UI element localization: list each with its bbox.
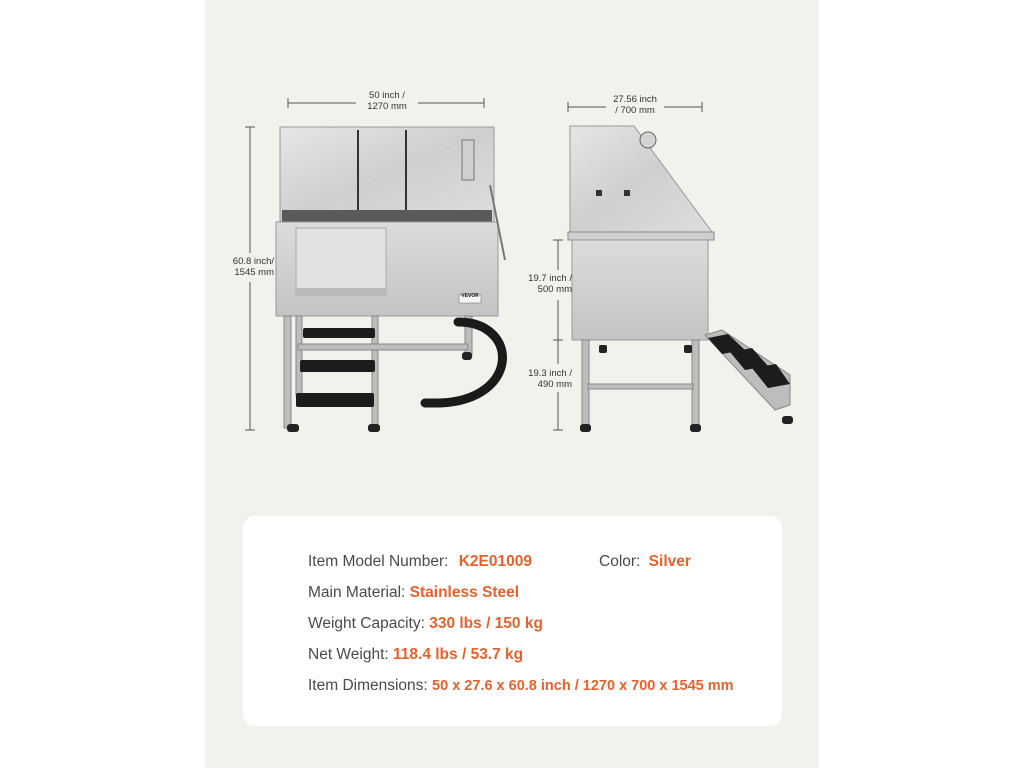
height-legs-inch: 19.3 inch / xyxy=(528,368,572,379)
height-legs-label xyxy=(508,368,572,390)
spec-capacity xyxy=(308,615,543,633)
width-side-inch: 27.56 inch xyxy=(613,94,657,105)
tub-side-view xyxy=(568,126,793,432)
height-legs-mm: 490 mm xyxy=(537,379,572,390)
width-side-label xyxy=(600,94,670,116)
width-front-mm: 1270 mm xyxy=(367,101,407,112)
spec-model xyxy=(308,553,532,571)
height-tub-label xyxy=(508,273,572,295)
spec-dimensions-value: 50 x 27.6 x 60.8 inch / 1270 x 700 x 1545 mm xyxy=(432,678,734,694)
height-total-mm: 1545 mm xyxy=(234,267,274,278)
spec-capacity-value: 330 lbs / 150 kg xyxy=(429,615,543,632)
spec-capacity-label: Weight Capacity: xyxy=(308,615,425,632)
spec-material-value: Stainless Steel xyxy=(409,584,520,601)
tub-front-view xyxy=(276,127,505,432)
height-total-inch: 60.8 inch/ xyxy=(232,256,274,267)
brand-plate: VEVOR xyxy=(461,293,479,299)
spec-color xyxy=(599,553,691,571)
spec-color-label: Color: xyxy=(599,553,641,570)
spec-material-label: Main Material: xyxy=(308,584,406,601)
spec-model-label: Item Model Number: xyxy=(308,553,449,570)
spec-color-value: Silver xyxy=(648,553,691,570)
height-tub-mm: 500 mm xyxy=(537,284,572,295)
spec-material xyxy=(308,584,519,602)
height-total-label xyxy=(208,256,274,278)
spec-dimensions xyxy=(308,677,734,695)
width-front-label xyxy=(350,90,424,112)
spec-model-value: K2E01009 xyxy=(458,553,532,570)
spec-net-weight-value: 118.4 lbs / 53.7 kg xyxy=(393,646,524,663)
height-tub-inch: 19.7 inch / xyxy=(528,273,572,284)
width-front-inch: 50 inch / xyxy=(369,90,405,101)
spec-net-weight xyxy=(308,646,523,664)
spec-net-weight-label: Net Weight: xyxy=(308,646,389,663)
spec-dimensions-label: Item Dimensions: xyxy=(308,677,428,694)
width-side-mm: / 700 mm xyxy=(615,105,655,116)
